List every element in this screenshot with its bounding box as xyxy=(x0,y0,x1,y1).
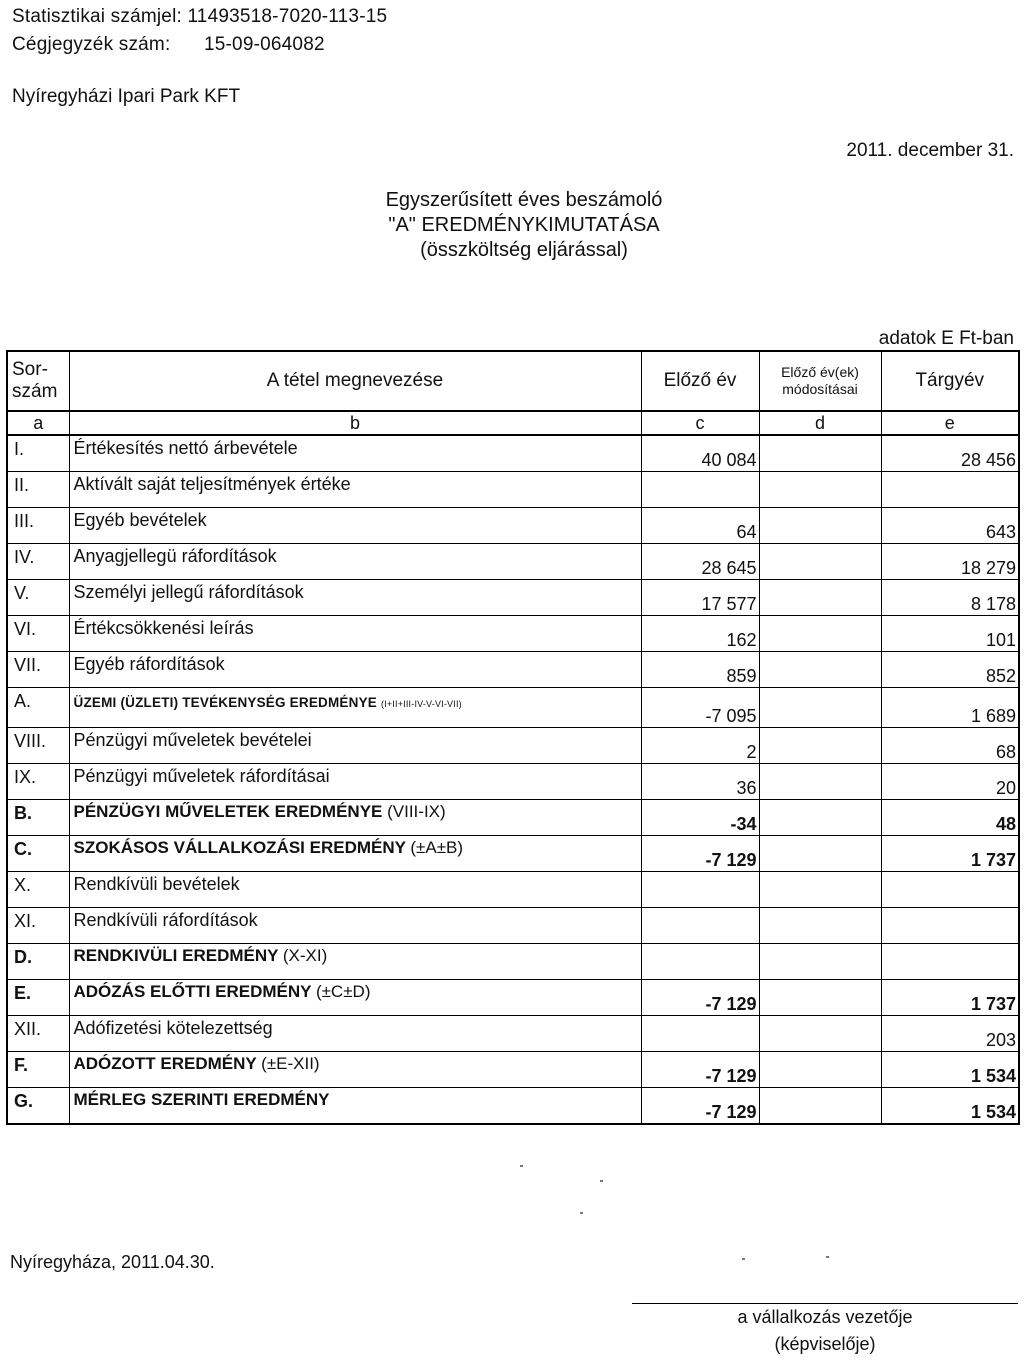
letter-b: b xyxy=(69,411,641,435)
row-formula: (VIII-IX) xyxy=(387,802,446,821)
row-modifications xyxy=(759,836,881,872)
row-formula: (±E-XII) xyxy=(261,1054,320,1073)
table-row xyxy=(7,435,1019,472)
table-row xyxy=(7,980,1019,1016)
row-code: VII. xyxy=(7,652,69,688)
stat-value: 11493518-7020-113-15 xyxy=(187,6,388,27)
row-current-year: 18 279 xyxy=(881,544,1019,580)
scan-speck xyxy=(600,1180,603,1182)
table-row xyxy=(7,908,1019,944)
row-current-year: 20 xyxy=(881,764,1019,800)
row-modifications xyxy=(759,944,881,980)
row-modifications xyxy=(759,652,881,688)
row-code: D. xyxy=(7,944,69,980)
row-name xyxy=(69,435,641,472)
row-name-text: Személyi jellegű ráfordítások xyxy=(73,582,304,602)
row-name xyxy=(69,652,641,688)
row-code: A. xyxy=(7,688,69,728)
company-name: Nyíregyházi Ipari Park KFT xyxy=(12,86,241,107)
table-header-row xyxy=(7,351,1019,411)
row-code: X. xyxy=(7,872,69,908)
row-modifications xyxy=(759,472,881,508)
table-row xyxy=(7,652,1019,688)
row-previous-year: 64 xyxy=(641,508,759,544)
title-line-1: Egyszerűsített éves beszámoló xyxy=(385,189,663,211)
row-name-text: Egyéb bevételek xyxy=(73,510,207,530)
row-previous-year: 17 577 xyxy=(641,580,759,616)
row-name-text: RENDKIVÜLI EREDMÉNY xyxy=(73,946,279,965)
row-name-text: Aktívált saját teljesítmények értéke xyxy=(73,474,351,494)
table-row xyxy=(7,616,1019,652)
letter-a: a xyxy=(7,411,69,435)
row-modifications xyxy=(759,508,881,544)
row-previous-year xyxy=(641,472,759,508)
company-registration-number xyxy=(12,34,325,56)
row-current-year: 101 xyxy=(881,616,1019,652)
header-modifications: Előző év(ek) módosításai xyxy=(759,351,881,411)
row-previous-year: -7 129 xyxy=(641,836,759,872)
row-previous-year: 40 084 xyxy=(641,435,759,472)
row-modifications xyxy=(759,800,881,836)
row-name xyxy=(69,908,641,944)
row-name xyxy=(69,980,641,1016)
row-previous-year: -7 095 xyxy=(641,688,759,728)
row-modifications xyxy=(759,872,881,908)
row-current-year: 68 xyxy=(881,728,1019,764)
table-row xyxy=(7,764,1019,800)
signature-line xyxy=(632,1303,1018,1304)
table-row xyxy=(7,944,1019,980)
row-name xyxy=(69,800,641,836)
row-name xyxy=(69,764,641,800)
row-name-text: PÉNZÜGYI MŰVELETEK EREDMÉNYE xyxy=(73,802,383,821)
row-previous-year xyxy=(641,872,759,908)
row-name-text: Értékcsökkenési leírás xyxy=(73,618,254,638)
report-title xyxy=(0,188,1024,263)
row-previous-year: 162 xyxy=(641,616,759,652)
row-current-year xyxy=(881,872,1019,908)
row-name-text: MÉRLEG SZERINTI EREDMÉNY xyxy=(73,1090,330,1109)
row-modifications xyxy=(759,435,881,472)
row-current-year: 48 xyxy=(881,800,1019,836)
row-current-year: 1 737 xyxy=(881,980,1019,1016)
row-modifications xyxy=(759,1052,881,1088)
row-name xyxy=(69,1088,641,1125)
row-modifications xyxy=(759,1088,881,1125)
stat-label: Statisztikai számjel: xyxy=(12,6,182,27)
header-current-year: Tárgyév xyxy=(881,351,1019,411)
letter-d: d xyxy=(759,411,881,435)
table-row xyxy=(7,800,1019,836)
signature-caption: a vállalkozás vezetője xyxy=(737,1307,913,1327)
row-previous-year xyxy=(641,908,759,944)
row-code: XI. xyxy=(7,908,69,944)
row-code: XII. xyxy=(7,1016,69,1052)
statistical-number xyxy=(12,6,387,28)
header-previous-year: Előző év xyxy=(641,351,759,411)
row-name-text: Pénzügyi műveletek ráfordításai xyxy=(73,766,330,786)
row-current-year: 852 xyxy=(881,652,1019,688)
row-name-text: Értékesítés nettó árbevétele xyxy=(73,438,298,458)
row-code: II. xyxy=(7,472,69,508)
row-modifications xyxy=(759,544,881,580)
row-current-year: 1 534 xyxy=(881,1052,1019,1088)
row-name xyxy=(69,508,641,544)
row-code: IV. xyxy=(7,544,69,580)
row-name xyxy=(69,944,641,980)
scan-speck xyxy=(520,1165,523,1167)
row-modifications xyxy=(759,1016,881,1052)
row-code: C. xyxy=(7,836,69,872)
row-code: V. xyxy=(7,580,69,616)
row-current-year xyxy=(881,908,1019,944)
table-row xyxy=(7,1088,1019,1125)
scan-speck xyxy=(580,1212,583,1214)
row-previous-year: 859 xyxy=(641,652,759,688)
row-name xyxy=(69,1016,641,1052)
table-letter-row xyxy=(7,411,1019,435)
row-name xyxy=(69,836,641,872)
row-previous-year: 36 xyxy=(641,764,759,800)
table-row xyxy=(7,1016,1019,1052)
row-modifications xyxy=(759,728,881,764)
table-body xyxy=(7,435,1019,1124)
row-formula: (X-XI) xyxy=(282,946,328,965)
row-name xyxy=(69,872,641,908)
row-name-text: ÜZEMI (ÜZLETI) TEVÉKENYSÉG EREDMÉNYE xyxy=(73,695,377,710)
place-and-date: Nyíregyháza, 2011.04.30. xyxy=(10,1252,215,1272)
row-current-year xyxy=(881,944,1019,980)
row-name-text: Rendkívüli ráfordítások xyxy=(73,910,258,930)
row-current-year: 203 xyxy=(881,1016,1019,1052)
scan-speck xyxy=(742,1258,745,1260)
header-item-name: A tétel megnevezése xyxy=(69,351,641,411)
table-row xyxy=(7,872,1019,908)
row-code: G. xyxy=(7,1088,69,1125)
row-name xyxy=(69,544,641,580)
row-current-year: 28 456 xyxy=(881,435,1019,472)
row-code: VIII. xyxy=(7,728,69,764)
row-current-year: 643 xyxy=(881,508,1019,544)
row-name xyxy=(69,1052,641,1088)
row-name-text: SZOKÁSOS VÁLLALKOZÁSI EREDMÉNY xyxy=(73,838,406,857)
table-row xyxy=(7,472,1019,508)
table-row xyxy=(7,544,1019,580)
row-previous-year xyxy=(641,1016,759,1052)
row-code: F. xyxy=(7,1052,69,1088)
row-current-year: 1 534 xyxy=(881,1088,1019,1125)
row-previous-year xyxy=(641,944,759,980)
row-current-year: 8 178 xyxy=(881,580,1019,616)
letter-e: e xyxy=(881,411,1019,435)
row-modifications xyxy=(759,764,881,800)
signature-caption-sub: (képviselője) xyxy=(774,1334,876,1354)
income-statement-table xyxy=(6,350,1020,1125)
row-name-text: Rendkívüli bevételek xyxy=(73,874,240,894)
row-formula: (I+II+III-IV-V-VI-VII) xyxy=(380,699,462,709)
row-name-text: ADÓZOTT EREDMÉNY xyxy=(73,1054,257,1073)
row-previous-year: 28 645 xyxy=(641,544,759,580)
row-name-text: Anyagjellegü ráfordítások xyxy=(73,546,277,566)
row-modifications xyxy=(759,980,881,1016)
row-name xyxy=(69,728,641,764)
row-modifications xyxy=(759,908,881,944)
table-row xyxy=(7,1052,1019,1088)
row-previous-year: 2 xyxy=(641,728,759,764)
row-previous-year: -34 xyxy=(641,800,759,836)
row-name xyxy=(69,616,641,652)
row-previous-year: -7 129 xyxy=(641,980,759,1016)
row-modifications xyxy=(759,688,881,728)
row-current-year xyxy=(881,472,1019,508)
unit-note: adatok E Ft-ban xyxy=(878,328,1014,349)
report-date: 2011. december 31. xyxy=(846,140,1014,161)
row-code: VI. xyxy=(7,616,69,652)
header-serial: Sor- szám xyxy=(7,351,69,411)
row-name xyxy=(69,472,641,508)
table-row xyxy=(7,688,1019,728)
row-name-text: ADÓZÁS ELŐTTI EREDMÉNY xyxy=(73,982,312,1001)
row-name xyxy=(69,580,641,616)
row-name xyxy=(69,688,641,728)
ceg-label: Cégjegyzék szám: xyxy=(12,34,171,55)
row-name-text: Egyéb ráfordítások xyxy=(73,654,225,674)
row-code: E. xyxy=(7,980,69,1016)
table-row xyxy=(7,836,1019,872)
row-code: IX. xyxy=(7,764,69,800)
row-previous-year: -7 129 xyxy=(641,1088,759,1125)
row-modifications xyxy=(759,580,881,616)
row-name-text: Adófizetési kötelezettség xyxy=(73,1018,273,1038)
row-current-year: 1 737 xyxy=(881,836,1019,872)
row-current-year: 1 689 xyxy=(881,688,1019,728)
row-previous-year: -7 129 xyxy=(641,1052,759,1088)
table-row xyxy=(7,580,1019,616)
row-formula: (±A±B) xyxy=(410,838,464,857)
letter-c: c xyxy=(641,411,759,435)
row-formula: (±C±D) xyxy=(315,982,371,1001)
title-line-2: "A" EREDMÉNYKIMUTATÁSA xyxy=(388,214,660,236)
row-code: B. xyxy=(7,800,69,836)
row-modifications xyxy=(759,616,881,652)
table-row xyxy=(7,508,1019,544)
row-name-text: Pénzügyi műveletek bevételei xyxy=(73,730,312,750)
ceg-value: 15-09-064082 xyxy=(204,34,325,55)
table-row xyxy=(7,728,1019,764)
title-line-3: (összköltség eljárással) xyxy=(420,239,628,261)
scan-speck xyxy=(826,1256,829,1258)
row-code: III. xyxy=(7,508,69,544)
row-code: I. xyxy=(7,435,69,472)
